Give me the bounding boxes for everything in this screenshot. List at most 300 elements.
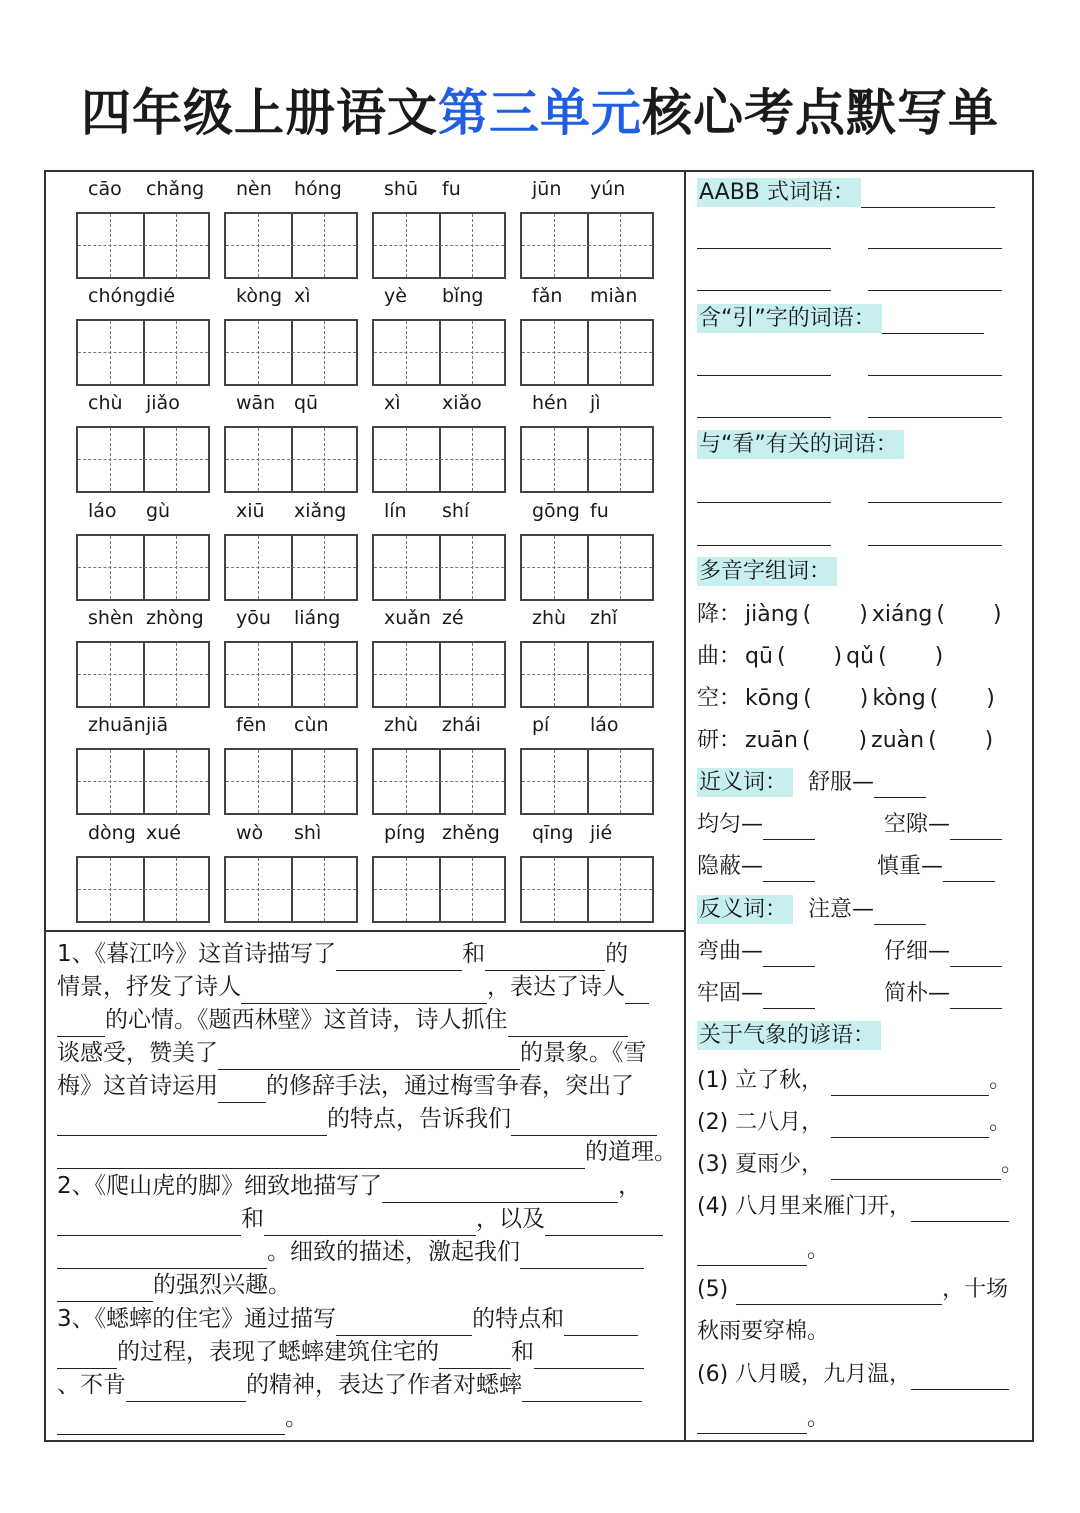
pinyin-syllable: jūn (532, 178, 562, 200)
answer-blank[interactable] (520, 1242, 644, 1269)
paren: ) (992, 602, 1002, 627)
writing-grid[interactable] (520, 748, 654, 815)
answer-blank[interactable] (218, 1043, 520, 1070)
pinyin-syllable: láo (88, 500, 117, 522)
polyphone-pinyin: qǔ (846, 644, 875, 669)
writing-grid[interactable] (76, 748, 210, 815)
q1-text: 的道理。 (585, 1139, 677, 1165)
q3-text: 和 (511, 1339, 534, 1365)
answer-blank[interactable] (950, 940, 1002, 967)
writing-grid[interactable] (224, 319, 358, 386)
answer-blank[interactable] (831, 1153, 1001, 1180)
pinyin-cell (372, 392, 508, 494)
answer-blank[interactable] (57, 1109, 327, 1136)
pinyin-syllable: píng (384, 822, 426, 844)
q2-text: 的强烈兴趣。 (153, 1272, 291, 1298)
grid-line (78, 889, 208, 890)
pinyin-syllable: qīng (532, 822, 574, 844)
colon: ： (719, 602, 742, 627)
polyphone-char: 曲 (697, 644, 720, 669)
grid-line (78, 352, 208, 353)
pinyin-syllable: jié (590, 822, 613, 844)
answer-blank[interactable] (57, 1275, 153, 1302)
pinyin-syllable: chǎng (146, 178, 205, 200)
answer-blank[interactable] (57, 1242, 267, 1269)
grid-line (522, 352, 652, 353)
page-title (0, 78, 1080, 148)
q1-text: 和 (462, 941, 486, 967)
pinyin-syllable: nèn (236, 178, 272, 200)
fanyi-section (697, 895, 793, 925)
answer-blank[interactable] (508, 1010, 628, 1037)
grid-line (226, 674, 356, 675)
pinyin-cell (76, 500, 212, 602)
polyphone-char: 空 (697, 686, 720, 711)
pinyin-syllable: zé (442, 607, 464, 629)
grid-line (522, 889, 652, 890)
q1-text: 情景，抒发了诗人 (57, 974, 241, 1000)
answer-line[interactable] (697, 248, 831, 249)
kan-heading: 与“看”有关的词语： (697, 430, 904, 459)
answer-blank[interactable] (736, 1278, 942, 1305)
answer-blank[interactable] (382, 1176, 618, 1203)
grid-line (78, 781, 208, 782)
answer-blank[interactable] (57, 1209, 241, 1236)
writing-grid[interactable] (224, 534, 358, 601)
grid-line (78, 674, 208, 675)
word: 均匀— (697, 812, 764, 837)
colon: ： (719, 728, 742, 753)
word-pair (697, 810, 815, 840)
writing-grid[interactable] (224, 641, 358, 708)
jinyi-heading: 近义词： (697, 768, 793, 797)
pinyin-syllable: zhǐ (590, 607, 618, 629)
paren: ) (833, 644, 843, 669)
pinyin-syllable: xiū (236, 500, 265, 522)
pinyin-cell (76, 285, 212, 387)
grid-line (226, 781, 356, 782)
answer-blank[interactable] (763, 855, 815, 882)
q1-text: 的特点，告诉我们 (327, 1106, 511, 1132)
answer-blank[interactable] (511, 1109, 657, 1136)
pinyin-syllable: láo (590, 714, 619, 736)
pinyin-syllable: fu (590, 500, 609, 522)
writing-grid[interactable] (372, 319, 506, 386)
polyphone-char: 降 (697, 602, 720, 627)
pinyin-cell (224, 500, 360, 602)
word: 弯曲— (697, 939, 764, 964)
pinyin-cell (224, 178, 360, 280)
grid-line (522, 674, 652, 675)
answer-blank[interactable] (625, 977, 649, 1004)
writing-grid[interactable] (224, 212, 358, 279)
answer-blank[interactable] (831, 1069, 989, 1096)
writing-grid[interactable] (520, 212, 654, 279)
answer-blank[interactable] (911, 1363, 1009, 1390)
writing-grid[interactable] (76, 641, 210, 708)
q3-text: 3、《蟋蟀的住宅》通过描写 (57, 1306, 337, 1332)
grid-line (226, 245, 356, 246)
pinyin-syllable: zhòng (146, 607, 204, 629)
answer-blank[interactable] (439, 1342, 511, 1369)
pinyin-cell (372, 607, 508, 709)
grid-line (374, 245, 504, 246)
paren: ( (776, 644, 786, 669)
pinyin-syllable: cùn (294, 714, 329, 736)
pinyin-syllable: zhù (532, 607, 567, 629)
proverb-1 (697, 1066, 1011, 1096)
writing-grid[interactable] (372, 426, 506, 493)
pinyin-cell (520, 607, 656, 709)
pinyin-cell (520, 714, 656, 816)
writing-grid[interactable] (372, 748, 506, 815)
question-2 (57, 1170, 672, 1302)
answer-blank[interactable] (763, 813, 815, 840)
duoyin-heading: 多音字组词： (697, 557, 837, 586)
pinyin-syllable: kòng (236, 285, 283, 307)
q1-text: 的修辞手法，通过梅雪争春，突出了 (266, 1073, 634, 1099)
pinyin-syllable: fǎn (532, 285, 563, 307)
jinyi-section (697, 768, 793, 798)
word-pair (884, 979, 1002, 1009)
pinyin-cell (520, 822, 656, 924)
polyphone-pinyin: zuān (745, 728, 798, 753)
paren: ) (858, 728, 868, 753)
answer-blank[interactable] (874, 771, 926, 798)
writing-grid[interactable] (372, 856, 506, 923)
pinyin-syllable: shèn (88, 607, 134, 629)
pinyin-syllable: fēn (236, 714, 267, 736)
q2-text: 和 (241, 1206, 264, 1232)
pinyin-syllable: zhái (442, 714, 481, 736)
answer-line[interactable] (868, 417, 1002, 418)
pinyin-syllable: dòng (88, 822, 136, 844)
paren: ( (878, 644, 887, 669)
word: 牢固— (697, 981, 764, 1006)
pinyin-syllable: xiǎng (294, 500, 347, 522)
answer-blank[interactable] (831, 1111, 989, 1138)
paren: ( (802, 602, 812, 627)
answer-blank[interactable] (950, 813, 1002, 840)
grid-line (374, 889, 504, 890)
answer-blank[interactable] (57, 1408, 285, 1435)
paren: ) (984, 728, 994, 753)
q3-text: 。 (285, 1405, 308, 1431)
paren: ) (986, 686, 995, 711)
writing-grid[interactable] (76, 212, 210, 279)
pinyin-cell (76, 714, 212, 816)
aabb-heading: AABB 式词语： (697, 178, 861, 207)
answer-blank[interactable] (218, 1076, 266, 1103)
proverb-4 (697, 1192, 1009, 1222)
pinyin-cell (520, 392, 656, 494)
q3-text: 、不肯 (57, 1372, 126, 1398)
answer-line[interactable] (868, 290, 1002, 291)
grid-line (226, 459, 356, 460)
answer-blank[interactable] (241, 977, 487, 1004)
writing-grid[interactable] (372, 212, 506, 279)
answer-blank[interactable] (57, 1142, 585, 1169)
answer-line[interactable] (868, 545, 1002, 546)
writing-grid[interactable] (224, 426, 358, 493)
pinyin-syllable: liáng (294, 607, 341, 629)
period: 。 (989, 1110, 1012, 1135)
pinyin-cell (224, 607, 360, 709)
paren: ) (934, 644, 944, 669)
paren: ( (928, 728, 937, 753)
answer-line[interactable] (868, 248, 1002, 249)
grid-line (226, 889, 356, 890)
fanyi-heading: 反义词： (697, 895, 793, 924)
proverb-2 (697, 1108, 1011, 1138)
pinyin-syllable: xiǎo (442, 392, 482, 414)
answer-blank[interactable] (882, 307, 984, 334)
q3-text: 的特点和 (472, 1306, 565, 1332)
kan-section (697, 430, 904, 460)
proverb-6 (697, 1360, 1009, 1390)
writing-grid[interactable] (224, 748, 358, 815)
pinyin-cell (76, 822, 212, 924)
answer-blank[interactable] (126, 1375, 246, 1402)
proverb-text: ，十场 (942, 1277, 1009, 1302)
answer-blank[interactable] (564, 1309, 638, 1336)
answer-line[interactable] (868, 375, 1002, 376)
pinyin-cell (224, 714, 360, 816)
pinyin-syllable: shì (294, 822, 322, 844)
grid-line (522, 459, 652, 460)
proverb-3 (697, 1150, 1023, 1180)
word: 慎重— (877, 854, 944, 879)
polyphone-row (697, 726, 993, 756)
pinyin-syllable: zhuān (88, 714, 146, 736)
q3-text: 的过程，表现了蟋蟀建筑住宅的 (117, 1339, 439, 1365)
q1-text: 谈感受，赞美了 (57, 1040, 218, 1066)
q1-text: 的景象。《雪 (520, 1040, 647, 1066)
period: 。 (807, 1238, 830, 1263)
writing-grid[interactable] (520, 426, 654, 493)
pinyin-syllable: yún (590, 178, 626, 200)
word: 简朴— (884, 981, 951, 1006)
pinyin-syllable: jiā (146, 714, 169, 736)
paren: ) (859, 602, 868, 627)
answer-blank[interactable] (943, 855, 995, 882)
writing-grid[interactable] (76, 426, 210, 493)
grid-line (78, 245, 208, 246)
proverb-4-cont (697, 1236, 829, 1266)
pinyin-syllable: gōng (532, 500, 580, 522)
grid-line (78, 567, 208, 568)
paren: ( (803, 686, 812, 711)
word: 隐蔽— (697, 854, 764, 879)
answer-blank[interactable] (336, 944, 462, 971)
writing-grid[interactable] (520, 534, 654, 601)
column-divider (684, 170, 686, 1442)
pinyin-cell (372, 285, 508, 387)
pinyin-syllable: xì (384, 392, 401, 414)
grid-line (374, 674, 504, 675)
paren: ( (936, 602, 945, 627)
pinyin-cell (520, 500, 656, 602)
q2-text: ， (618, 1173, 642, 1199)
yin-section (697, 304, 984, 334)
writing-grid[interactable] (76, 534, 210, 601)
period: 。 (807, 1406, 830, 1431)
q1-text: ，表达了诗人 (487, 974, 625, 1000)
pinyin-syllable: jì (590, 392, 601, 414)
answer-blank[interactable] (697, 1407, 807, 1434)
writing-grid[interactable] (520, 641, 654, 708)
word-pair (884, 810, 1002, 840)
proverb-text: (5) (697, 1277, 729, 1302)
proverb-text: (2) 二八月， (697, 1110, 824, 1135)
answer-line[interactable] (697, 290, 831, 291)
q1-text: 梅》这首诗运用 (57, 1073, 218, 1099)
pinyin-cell (76, 178, 212, 280)
polyphone-pinyin: xiáng (871, 602, 933, 627)
period: 。 (989, 1068, 1012, 1093)
pinyin-syllable: fu (442, 178, 461, 200)
pinyin-syllable: shū (384, 178, 418, 200)
pinyin-syllable: lín (384, 500, 407, 522)
word-pair (808, 895, 926, 925)
polyphone-pinyin: kōng (745, 686, 800, 711)
answer-blank[interactable] (545, 1209, 663, 1236)
polyphone-pinyin: jiàng (745, 602, 799, 627)
pinyin-cell (76, 607, 212, 709)
word-pair (808, 768, 926, 798)
pinyin-cell (520, 178, 656, 280)
pinyin-cell (372, 714, 508, 816)
proverb-5-cont (697, 1317, 829, 1347)
pinyin-cell (76, 392, 212, 494)
pinyin-cell (372, 178, 508, 280)
polyphone-row (697, 600, 1002, 630)
colon: ： (719, 686, 742, 711)
writing-grid[interactable] (372, 534, 506, 601)
answer-blank[interactable] (485, 944, 605, 971)
pinyin-syllable: miàn (590, 285, 638, 307)
q1-text: 1、《暮江吟》这首诗描写了 (57, 941, 337, 967)
word-pair (877, 852, 995, 882)
title-part1: 四年级上册语文 (81, 84, 438, 142)
q3-text: 的精神，表达了作者对蟋蟀 (246, 1372, 522, 1398)
answer-line[interactable] (868, 502, 1002, 503)
grid-line (374, 567, 504, 568)
word-pair (697, 937, 815, 967)
q2-text: 。细致的描述，激起我们 (267, 1239, 520, 1265)
proverb-text: (1) 立了秋， (697, 1068, 824, 1093)
polyphone-char: 研 (697, 728, 720, 753)
yanyu-section (697, 1021, 881, 1051)
pinyin-syllable: yōu (236, 607, 271, 629)
answer-line[interactable] (697, 545, 831, 546)
answer-blank[interactable] (336, 1309, 472, 1336)
answer-blank[interactable] (57, 1010, 105, 1037)
grid-line (374, 781, 504, 782)
grid-line (522, 781, 652, 782)
polyphone-pinyin: qū (745, 644, 773, 669)
yanyu-heading: 关于气象的谚语： (697, 1021, 881, 1050)
answer-line[interactable] (697, 502, 831, 503)
pinyin-syllable: chù (88, 392, 123, 414)
pinyin-syllable: bǐng (442, 285, 484, 307)
answer-blank[interactable] (763, 940, 815, 967)
aabb-section (697, 178, 995, 208)
section-divider (44, 930, 686, 932)
answer-line[interactable] (697, 375, 831, 376)
polyphone-row (697, 642, 943, 672)
polyphone-pinyin: kòng (872, 686, 926, 711)
title-part3: 核心考点默写单 (642, 84, 999, 142)
pinyin-syllable: hén (532, 392, 568, 414)
pinyin-cell (372, 822, 508, 924)
answer-blank[interactable] (534, 1342, 644, 1369)
answer-blank[interactable] (861, 181, 995, 208)
answer-blank[interactable] (911, 1195, 1009, 1222)
answer-blank[interactable] (697, 1239, 807, 1266)
pinyin-syllable: wò (236, 822, 264, 844)
answer-blank[interactable] (874, 898, 926, 925)
writing-grid[interactable] (224, 856, 358, 923)
duoyin-section (697, 557, 837, 587)
writing-grid[interactable] (520, 856, 654, 923)
polyphone-pinyin: zuàn (871, 728, 925, 753)
answer-blank[interactable] (763, 982, 815, 1009)
q2-text: ，以及 (476, 1206, 545, 1232)
yin-heading: 含“引”字的词语： (697, 304, 882, 333)
colon: ： (719, 644, 742, 669)
pinyin-syllable: qū (294, 392, 319, 414)
grid-line (522, 245, 652, 246)
proverb-text: (6) 八月暖，九月温， (697, 1362, 912, 1387)
word: 仔细— (884, 939, 951, 964)
word: 舒服— (808, 770, 875, 795)
grid-line (226, 567, 356, 568)
title-unit: 第三单元 (438, 84, 642, 142)
pinyin-syllable: jiǎo (146, 392, 180, 414)
grid-line (78, 459, 208, 460)
word-pair (884, 937, 1002, 967)
writing-grid[interactable] (520, 319, 654, 386)
answer-blank[interactable] (264, 1209, 476, 1236)
paren: ) (859, 686, 869, 711)
proverb-text: 秋雨要穿棉。 (697, 1319, 830, 1344)
pinyin-cell (372, 500, 508, 602)
question-3 (57, 1303, 672, 1435)
answer-line[interactable] (697, 417, 831, 418)
answer-blank[interactable] (57, 1342, 117, 1369)
pinyin-syllable: wān (236, 392, 276, 414)
writing-grid[interactable] (372, 641, 506, 708)
word-pair (697, 979, 815, 1009)
writing-grid[interactable] (76, 856, 210, 923)
writing-grid[interactable] (76, 319, 210, 386)
word-pair (697, 852, 815, 882)
pinyin-syllable: gù (146, 500, 171, 522)
proverb-text: (3) 夏雨少， (697, 1152, 824, 1177)
paren: ( (929, 686, 939, 711)
question-1 (57, 938, 677, 1169)
pinyin-syllable: yè (384, 285, 407, 307)
answer-blank[interactable] (522, 1375, 642, 1402)
answer-blank[interactable] (950, 982, 1002, 1009)
pinyin-cell (520, 285, 656, 387)
q2-text: 2、《爬山虎的脚》细致地描写了 (57, 1173, 383, 1199)
paren: ( (801, 728, 811, 753)
pinyin-syllable: xì (294, 285, 311, 307)
word: 注意— (808, 897, 875, 922)
pinyin-syllable: pí (532, 714, 550, 736)
